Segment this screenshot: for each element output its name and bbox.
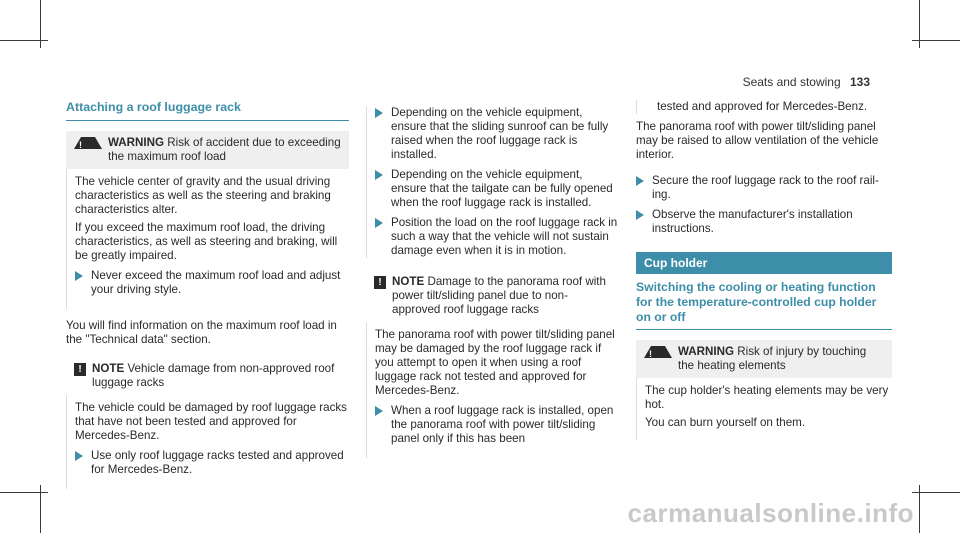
list-item <box>75 269 349 297</box>
warning-text: The cup holder's heating elements may be very hot. <box>645 384 889 411</box>
list-item-text: Use only roof luggage racks tested and approved for Mercedes-Benz. <box>91 449 344 476</box>
arrow-bullet-icon <box>375 108 383 118</box>
warning-box <box>66 131 349 309</box>
warning-text: If you exceed the maximum roof load, the driving characteristics, as well as steering and braking, will be greatly impaired. <box>75 221 338 262</box>
page-number: 133 <box>849 75 870 89</box>
list-item <box>636 208 892 236</box>
warning-header <box>66 131 349 169</box>
continued-line: tested and approved for Mercedes-Benz. <box>657 100 868 113</box>
column-2 <box>366 100 619 458</box>
arrow-bullet-icon <box>636 210 644 220</box>
crop-mark <box>0 492 48 493</box>
list-item-text: Secure the roof luggage rack to the roof rail-ing. <box>652 174 879 201</box>
list-item-text: When a roof luggage rack is installed, open the panorama roof with power tilt/sliding panel only if this has been <box>391 404 614 445</box>
arrow-bullet-icon <box>75 271 83 281</box>
list-item-text: Position the load on the roof luggage rack in such a way that the vehicle will not sustain damage even when it is in motion. <box>391 216 618 257</box>
warning-label: WARNING <box>678 345 735 358</box>
list-item <box>636 174 892 202</box>
warning-label: WARNING <box>108 136 165 149</box>
note-label: NOTE <box>92 362 125 375</box>
info-text: You will find information on the maximum roof load in the "Technical data" section. <box>66 319 337 346</box>
list-item-text: Depending on the vehicle equipment, ensure that the tailgate can be fully opened when the roof luggage rack is installed. <box>391 168 613 209</box>
arrow-bullet-icon <box>375 406 383 416</box>
note-body <box>366 322 619 458</box>
list-item-text: Observe the manufacturer's installation instructions. <box>652 208 853 235</box>
warning-triangle-icon <box>74 137 102 149</box>
bullet-group <box>366 106 619 258</box>
continued-text <box>636 100 892 114</box>
note-title: Vehicle damage from non-approved roof luggage racks <box>92 362 335 389</box>
list-item-text: Never exceed the maximum roof load and adjust your driving style. <box>91 269 341 296</box>
note-label: NOTE <box>392 275 425 288</box>
warning-header <box>636 340 892 378</box>
list-item-text: Depending on the vehicle equipment, ensure that the sliding sunroof can be fully raised when the roof luggage rack is installed. <box>391 106 609 161</box>
note-title: Damage to the panorama roof with power tilt/sliding panel due to non-approved roof luggage racks <box>392 275 606 316</box>
list-item <box>375 216 619 258</box>
list-item <box>75 449 349 477</box>
note-text: The panorama roof with power tilt/sliding panel may be damaged by the roof luggage rack if you attempt to open it when using a roof luggage rack not tested and approved for Mercedes-Benz. <box>375 328 615 397</box>
page-header <box>743 75 870 89</box>
note-text: The vehicle could be damaged by roof luggage racks that have not been tested and approved for Mercedes-Benz. <box>75 401 347 442</box>
watermark: carmanualsonline.info <box>627 498 914 528</box>
crop-mark <box>912 40 960 41</box>
note-box <box>366 270 619 458</box>
arrow-bullet-icon <box>375 170 383 180</box>
section-heading: Attaching a roof luggage rack <box>66 100 349 121</box>
arrow-bullet-icon <box>375 218 383 228</box>
note-box <box>66 357 349 489</box>
column-1 <box>66 100 349 489</box>
column-3 <box>636 100 892 440</box>
warning-box <box>636 340 892 440</box>
note-header <box>66 357 349 395</box>
crop-mark <box>0 40 48 41</box>
arrow-bullet-icon <box>636 176 644 186</box>
warning-body <box>636 378 892 440</box>
list-item <box>375 168 619 210</box>
sub-heading: Switching the cooling or heating function for the temperature-controlled cup holder on or off <box>636 280 892 330</box>
note-header <box>366 270 619 322</box>
section-name: Seats and stowing <box>742 75 841 89</box>
section-bar: Cup holder <box>636 252 892 274</box>
warning-title: Risk of injury by touching the heating elements <box>678 345 867 372</box>
warning-triangle-icon <box>644 346 672 358</box>
warning-title: Risk of accident due to exceeding the maximum roof load <box>108 136 341 163</box>
exclamation-icon: ! <box>74 363 86 376</box>
crop-mark <box>912 492 960 493</box>
list-item <box>375 404 619 446</box>
warning-text: You can burn yourself on them. <box>645 416 806 429</box>
arrow-bullet-icon <box>75 451 83 461</box>
warning-body <box>66 169 349 309</box>
exclamation-icon: ! <box>374 276 386 289</box>
list-item <box>375 106 619 162</box>
body-text: The panorama roof with power tilt/sliding panel may be raised to allow ventilation of the vehicle interior. <box>636 120 879 161</box>
warning-text: The vehicle center of gravity and the usual driving characteristics as well as the steering and braking characteristics alter. <box>75 175 331 216</box>
note-body <box>66 395 349 489</box>
